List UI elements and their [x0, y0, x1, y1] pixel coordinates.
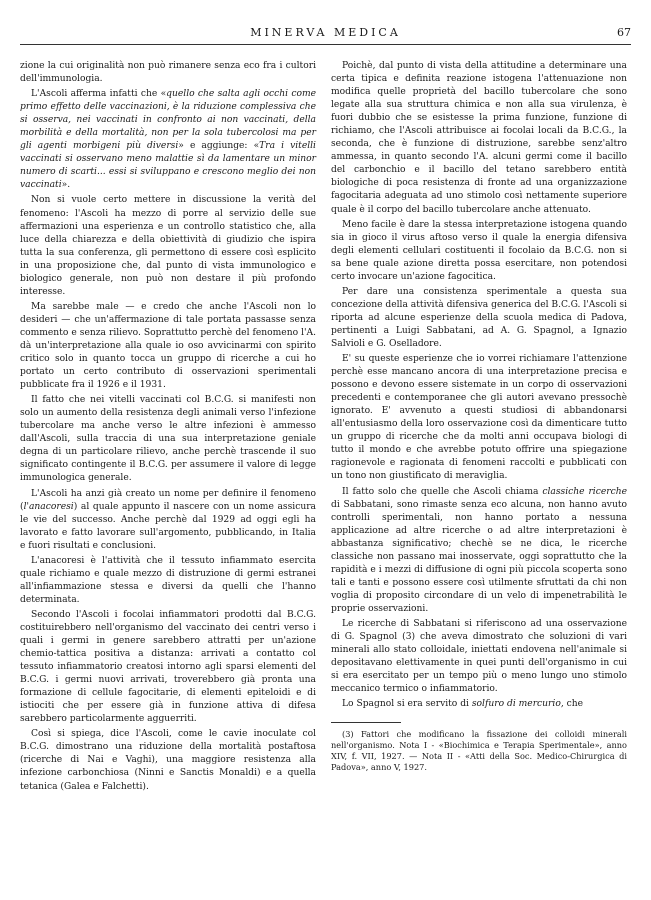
- emphasis: l'anacoresi: [23, 501, 74, 512]
- text-run: ».: [61, 180, 71, 191]
- paragraph: [331, 698, 627, 711]
- footnote-rule: [331, 722, 401, 723]
- paragraph: [331, 486, 627, 616]
- running-header: [20, 26, 631, 45]
- paragraph: Ma sarebbe male — e credo che anche l'Ascoli non lo desideri — che un'affermazione di tale portata passasse senza commento e senza rilievo. Soprattutto perchè del fenomeno l'A. dà un'interpretazione alla quale io oso avvicinarmi con spirito critico solo in quanto tocca un gruppo di ricerche a cui ho portato un certo contributo di osservazioni sperimentali pubblicate fra il 1926 e il 1931.: [20, 301, 316, 391]
- text-run: di Sabbatani, sono rimaste senza eco alcuna, non hanno avuto controlli sperimentali, non hanno portato a nessuna applicazione ad altre ricerche o ad altre interpretazioni è abbastanza significativo; chechè se ne dica, le ricerche classiche non passano mai inosservate, oggi soprattutto che la rapidità e i mezzi di diffusione di ogni più piccola scoperta sono tali e tanti e possono essere così utilmente sfruttati da chi non voglia di proposito circondare di un velo di impenetrabilità le proprie osservazioni.: [331, 499, 627, 614]
- paragraph: Così si spiega, dice l'Ascoli, come le cavie inoculate col B.C.G. dimostrano una riduzione della mortalità postaftosa (ricerche di Nai e Vaghi), una maggiore resistenza alla infezione carbonchiosa (Ninni e Sanctis Monaldi) e a quella tetanica (Galea e Falchetti).: [20, 729, 316, 792]
- text-run: , che: [560, 699, 584, 710]
- right-column: [331, 60, 627, 775]
- paragraph: [20, 88, 316, 192]
- paragraph: Il fatto che nei vitelli vaccinati col B.C.G. si manifesti non solo un aumento della resistenza degli animali verso l'infezione tubercolare ma anche verso le altre infezioni è ammesso dall'Ascoli, sulla traccia di una sua interpretazione geniale degna di un particolare rilievo, anche perchè trascende il suo significato contingente il B.C.G. per assumere il valore di legge immunologica generale.: [20, 395, 316, 484]
- paragraph: Meno facile è dare la stessa interpretazione istogena quando sia in gioco il virus aftoso verso il quale la energia difensiva degli elementi cellulari costituenti il focolaio da B.C.G. non si sa bene quale azione diretta possa esercitare, non potendosi certo invocare un'azione fagocitica.: [331, 219, 627, 282]
- text-run: L'Ascoli afferma infatti che «: [31, 89, 167, 100]
- quotation: quello che salta agli occhi come primo effetto delle vaccinazioni, è la riduzione complessiva che si osserva, nei vaccinati in confronto ai non vaccinati, della morbilità e della mortalità, non per la sola tubercolosi ma per gli agenti morbigeni più diversi: [20, 89, 316, 152]
- page-number: 67: [617, 26, 631, 39]
- paragraph: Non si vuole certo mettere in discussione la verità del fenomeno: l'Ascoli ha mezzo di porre al servizio delle sue affermazioni una esperienza e un controllo statistico che, alla luce della chiarezza e della obiettività di giudizio che ispira tutta la sua conferenza, gli permettono di essere così esplicito in una proposizione che, dal punto di vista immunologico e biologico generale, non può non destare il più profondo interesse.: [20, 195, 316, 297]
- paragraph: Secondo l'Ascoli i focolai infiammatori prodotti dal B.C.G. costituirebbero nell'organismo del vaccinato dei centri verso i quali i germi in genere sarebbero attratti per un'azione chemio-tattica positiva a distanza: arrivati a contatto col tessuto infiammatorio creatosi intorno agli sparsi elementi del B.C.G. i germi nuovi arrivati, troverebbero già pronta una formazione di cellule fagocitarie, di elementi epiteloidi e di istiociti che per essere già in funzione attiva di difesa sarebbero particolarmente agguerriti.: [20, 609, 316, 725]
- paragraph: L'anacoresi è l'attività che il tessuto infiammato esercita quale richiamo e quale mezzo di distruzione di germi estranei all'infiammazione stessa e diversi da quelli che l'hanno determinata.: [20, 555, 316, 605]
- text-run: Il fatto solo che quelle che Ascoli chiama: [342, 486, 543, 497]
- paragraph: Le ricerche di Sabbatani si riferiscono ad una osservazione di G. Spagnol (3) che aveva dimostrato che soluzioni di vari minerali allo stato colloidale, iniettati endovena nell'animale si depositavano elettivamente in quei punti dell'organismo in cui si era esercitato per un tempo più o meno lungo uno stimolo meccanico termico o infiammatorio.: [331, 618, 627, 695]
- paragraph: Per dare una consistenza sperimentale a questa sua concezione della attività difensiva generica del B.C.G. l'Ascoli si riporta ad alcune esperienze della scuola medica di Padova, pertinenti a Luigi Sabbatani, ad A. G. Spagnol, a Ignazio Salvioli e G. Oselladore.: [331, 286, 627, 349]
- paragraph: E' su queste esperienze che io vorrei richiamare l'attenzione perchè esse mancano ancora di una interpretazione precisa e possono e devono essere sistemate in un corpo di osservazioni precedenti e contemporanee che gli autori avevano pressochè ignorato. E' avvenuto a questi studiosi di abbandonarsi all'entusiasmo della loro osservazione così da dimenticare tutto un gruppo di ricerche che da molti anni occupava biologi di tutto il mondo e che avrebbe potuto offrire una spiegazione ragionevole e ragionata di fenomeni raccolti e pubblicati con un tono non giustificato di meraviglia.: [331, 354, 627, 482]
- paragraph: [20, 488, 316, 553]
- emphasis: solfuro di mercurio: [471, 699, 561, 710]
- text-run: » e aggiunge: «: [178, 141, 260, 152]
- paragraph: Poichè, dal punto di vista della attitudine a determinare una certa tipica e definita reazione istogena l'attenuazione non modifica quelle proprietà del bacillo tubercolare che sono legate alla sua struttura chimica e non alla sua virulenza, è fuori dubbio che se esistesse la prima funzione, funzione di richiamo, che l'Ascoli attribuisce ai focolai locali da B.C.G., la seconda, che è funzione di distruzione, sarebbe senz'altro ammessa, in quanto secondo l'A. alcuni germi come il bacillo del carbonchio e il bacillo del tetano sarebbero entità biologiche di poca resistenza di fronte ad una organizzazione fagocitaria adeguata ad uno stimolo così nettamente superiore quale è il corpo del bacillo tubercolare anche attenuato.: [331, 61, 627, 215]
- journal-title: MINERVA MEDICA: [250, 26, 401, 39]
- text-run: ) al quale appunto il nascere con un nome assicura le vie del successo. Anche perchè dal 1929 ad oggi egli ha lavorato e fatto lavorare sull'argomento, pubblicando, in Italia e fuori risultati e conclusioni.: [20, 501, 316, 551]
- paragraph: zione la cui originalità non può rimanere senza eco fra i cultori dell'immunologia.: [20, 61, 316, 85]
- quotation: Tra i vitelli vaccinati si osservano meno malattie sì da lamentare un minor numero di scarti... essi si sviluppano e crescono meglio dei non vaccinati: [20, 141, 316, 191]
- text-run: L'Ascoli ha anzi già creato un nome per definire il fenomeno (: [20, 488, 316, 512]
- emphasis: classiche ricerche: [542, 486, 627, 497]
- text-run: Lo Spagnol si era servito di: [342, 699, 472, 710]
- footnote: (3) Fattori che modificano la fissazione dei colloidi minerali nell'organismo. Nota I - «Biochimica e Terapia Sperimentale», anno XIV, f. VII, 1927. — Nota II - «Atti della Soc. Medico-Chirurgica di Padova», anno V, 1927.: [331, 729, 627, 773]
- left-column: [20, 60, 316, 794]
